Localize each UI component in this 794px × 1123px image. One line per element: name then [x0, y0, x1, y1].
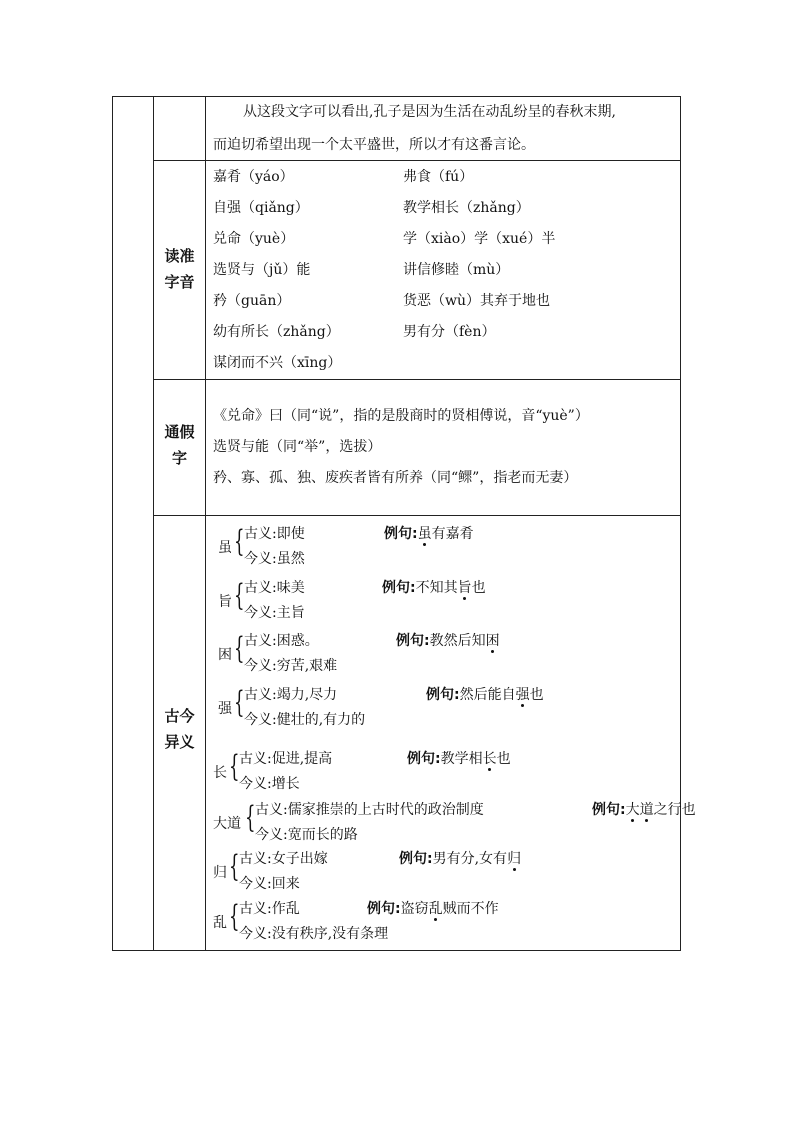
pronunciation-item: 讲信修睦（mù）	[403, 262, 510, 278]
row-divider	[154, 379, 680, 380]
gujin-old-meaning	[255, 799, 696, 819]
gujin-char: 强	[218, 701, 232, 717]
example-label: 例句:	[384, 526, 418, 542]
example-sentence	[384, 523, 474, 543]
pronunciation-item: 自强（qiǎng）	[213, 200, 309, 216]
gujin-old-meaning	[239, 748, 511, 768]
example-text: 之行也	[653, 802, 696, 818]
pronunciation-item: 幼有所长（zhǎng）	[213, 324, 340, 340]
pronunciation-item: 弗食（fú）	[403, 169, 474, 185]
emphasis-dot-char: 乱	[428, 901, 443, 917]
example-sentence	[382, 577, 486, 597]
example-text: 贼而不作	[442, 901, 499, 917]
label-line: 异义	[164, 733, 195, 751]
example-text: 教学相	[440, 751, 483, 767]
pronunciation-item: 货恶（wù）其弃于地也	[403, 293, 550, 309]
old-meaning-text: 古义:味美	[244, 580, 305, 596]
example-label: 例句:	[407, 751, 441, 767]
gujin-old-meaning	[239, 848, 522, 868]
pronunciation-item: 教学相长（zhǎng）	[403, 200, 530, 216]
brace-icon: {	[229, 749, 240, 784]
emphasis-dot-char: 旨	[457, 580, 472, 596]
pronunciation-item: 矜（guān）	[213, 293, 291, 309]
example-text: 不知其	[415, 580, 458, 596]
example-text: 盗窃	[400, 901, 429, 917]
section-label-pronunciation	[154, 243, 205, 295]
old-meaning-text: 古义:即使	[244, 526, 305, 542]
column-divider	[153, 97, 154, 950]
gujin-old-meaning	[244, 630, 500, 650]
old-meaning-text: 古义:儒家推崇的上古时代的政治制度	[255, 802, 484, 818]
example-sentence	[399, 848, 521, 868]
brace-icon: {	[234, 631, 245, 666]
example-label: 例句:	[426, 687, 460, 703]
gujin-char: 长	[213, 765, 227, 781]
pronunciation-item: 兑命（yuè）	[213, 231, 295, 247]
emphasis-dot-char: 长	[482, 751, 497, 767]
label-line: 读准	[164, 247, 195, 265]
example-label: 例句:	[382, 580, 416, 596]
explanation-line: 从这段文字可以看出,孔子是因为生活在动乱纷呈的春秋末期,	[243, 104, 616, 120]
section-label-tongjia	[154, 419, 205, 471]
example-sentence	[367, 898, 499, 918]
emphasis-dot-char: 虽	[417, 526, 432, 542]
column-divider	[205, 97, 206, 950]
old-meaning-text: 古义:作乱	[239, 901, 300, 917]
example-text: 然后能自	[459, 687, 516, 703]
gujin-char: 困	[218, 647, 232, 663]
gujin-char: 大道	[213, 816, 241, 832]
example-text: 也	[496, 751, 511, 767]
gujin-new-meaning: 今义:主旨	[244, 605, 305, 621]
gujin-char: 乱	[213, 915, 227, 931]
section-label-gujin	[154, 703, 205, 755]
tongjia-line: 《兑命》曰（同“说”，指的是殷商时的贤相傅说，音“yuè”）	[213, 408, 589, 424]
example-label: 例句:	[396, 633, 430, 649]
emphasis-dot-char: 强	[515, 687, 530, 703]
old-meaning-text: 古义:困惑。	[244, 633, 319, 649]
pronunciation-item: 嘉肴（yáo）	[213, 169, 294, 185]
label-line: 通假	[164, 423, 195, 441]
gujin-old-meaning	[244, 577, 486, 597]
tongjia-line: 选贤与能（同“举”，选拔）	[213, 439, 382, 455]
pronunciation-item: 学（xiào）学（xué）半	[403, 231, 556, 247]
brace-icon: {	[234, 685, 245, 720]
example-label: 例句:	[367, 901, 401, 917]
gujin-old-meaning	[244, 523, 474, 543]
old-meaning-text: 古义:竭力,尽力	[244, 687, 338, 703]
example-sentence	[396, 630, 500, 650]
gujin-new-meaning: 今义:增长	[239, 776, 300, 792]
row-divider	[154, 160, 680, 161]
emphasis-dot-char: 道	[639, 802, 654, 818]
row-divider	[154, 515, 680, 516]
gujin-new-meaning: 今义:穷苦,艰难	[244, 658, 338, 674]
example-label: 例句:	[399, 851, 433, 867]
tongjia-line: 矜、寡、孤、独、废疾者皆有所养（同“鳏”，指老而无妻）	[213, 470, 578, 486]
old-meaning-text: 古义:女子出嫁	[239, 851, 328, 867]
pronunciation-item: 谋闭而不兴（xīng）	[213, 355, 342, 371]
emphasis-dot-char: 大	[625, 802, 640, 818]
example-sentence	[407, 748, 511, 768]
pronunciation-item: 选贤与（jǔ）能	[213, 262, 311, 278]
gujin-new-meaning: 今义:回来	[239, 876, 300, 892]
old-meaning-text: 古义:促进,提高	[239, 751, 333, 767]
example-sentence	[426, 684, 544, 704]
brace-icon: {	[229, 899, 240, 934]
gujin-char: 旨	[218, 594, 232, 610]
gujin-new-meaning: 今义:虽然	[244, 551, 305, 567]
emphasis-dot-char: 归	[507, 851, 522, 867]
gujin-char: 归	[213, 865, 227, 881]
example-text: 男有分,女有	[432, 851, 508, 867]
explanation-line: 而迫切希望出现一个太平盛世，所以才有这番言论。	[213, 137, 535, 153]
example-text: 也	[471, 580, 486, 596]
example-text: 也	[529, 687, 544, 703]
brace-icon: {	[245, 800, 256, 835]
brace-icon: {	[234, 524, 245, 559]
label-line: 古今	[164, 707, 195, 725]
pronunciation-item: 男有分（fèn）	[403, 324, 496, 340]
gujin-char: 虽	[218, 540, 232, 556]
example-text: 有嘉肴	[431, 526, 474, 542]
example-text: 教然后知	[429, 633, 486, 649]
brace-icon: {	[234, 578, 245, 613]
brace-icon: {	[229, 849, 240, 884]
gujin-new-meaning: 今义:健壮的,有力的	[244, 712, 366, 728]
gujin-new-meaning: 今义:宽而长的路	[255, 827, 358, 843]
example-sentence	[592, 799, 696, 819]
label-line: 字音	[164, 273, 195, 291]
main-table	[112, 96, 696, 951]
gujin-new-meaning: 今义:没有秩序,没有条理	[239, 926, 389, 942]
label-line: 字	[171, 449, 187, 467]
gujin-old-meaning	[244, 684, 544, 704]
emphasis-dot-char: 困	[485, 633, 500, 649]
gujin-old-meaning	[239, 898, 499, 918]
example-label: 例句:	[592, 802, 626, 818]
